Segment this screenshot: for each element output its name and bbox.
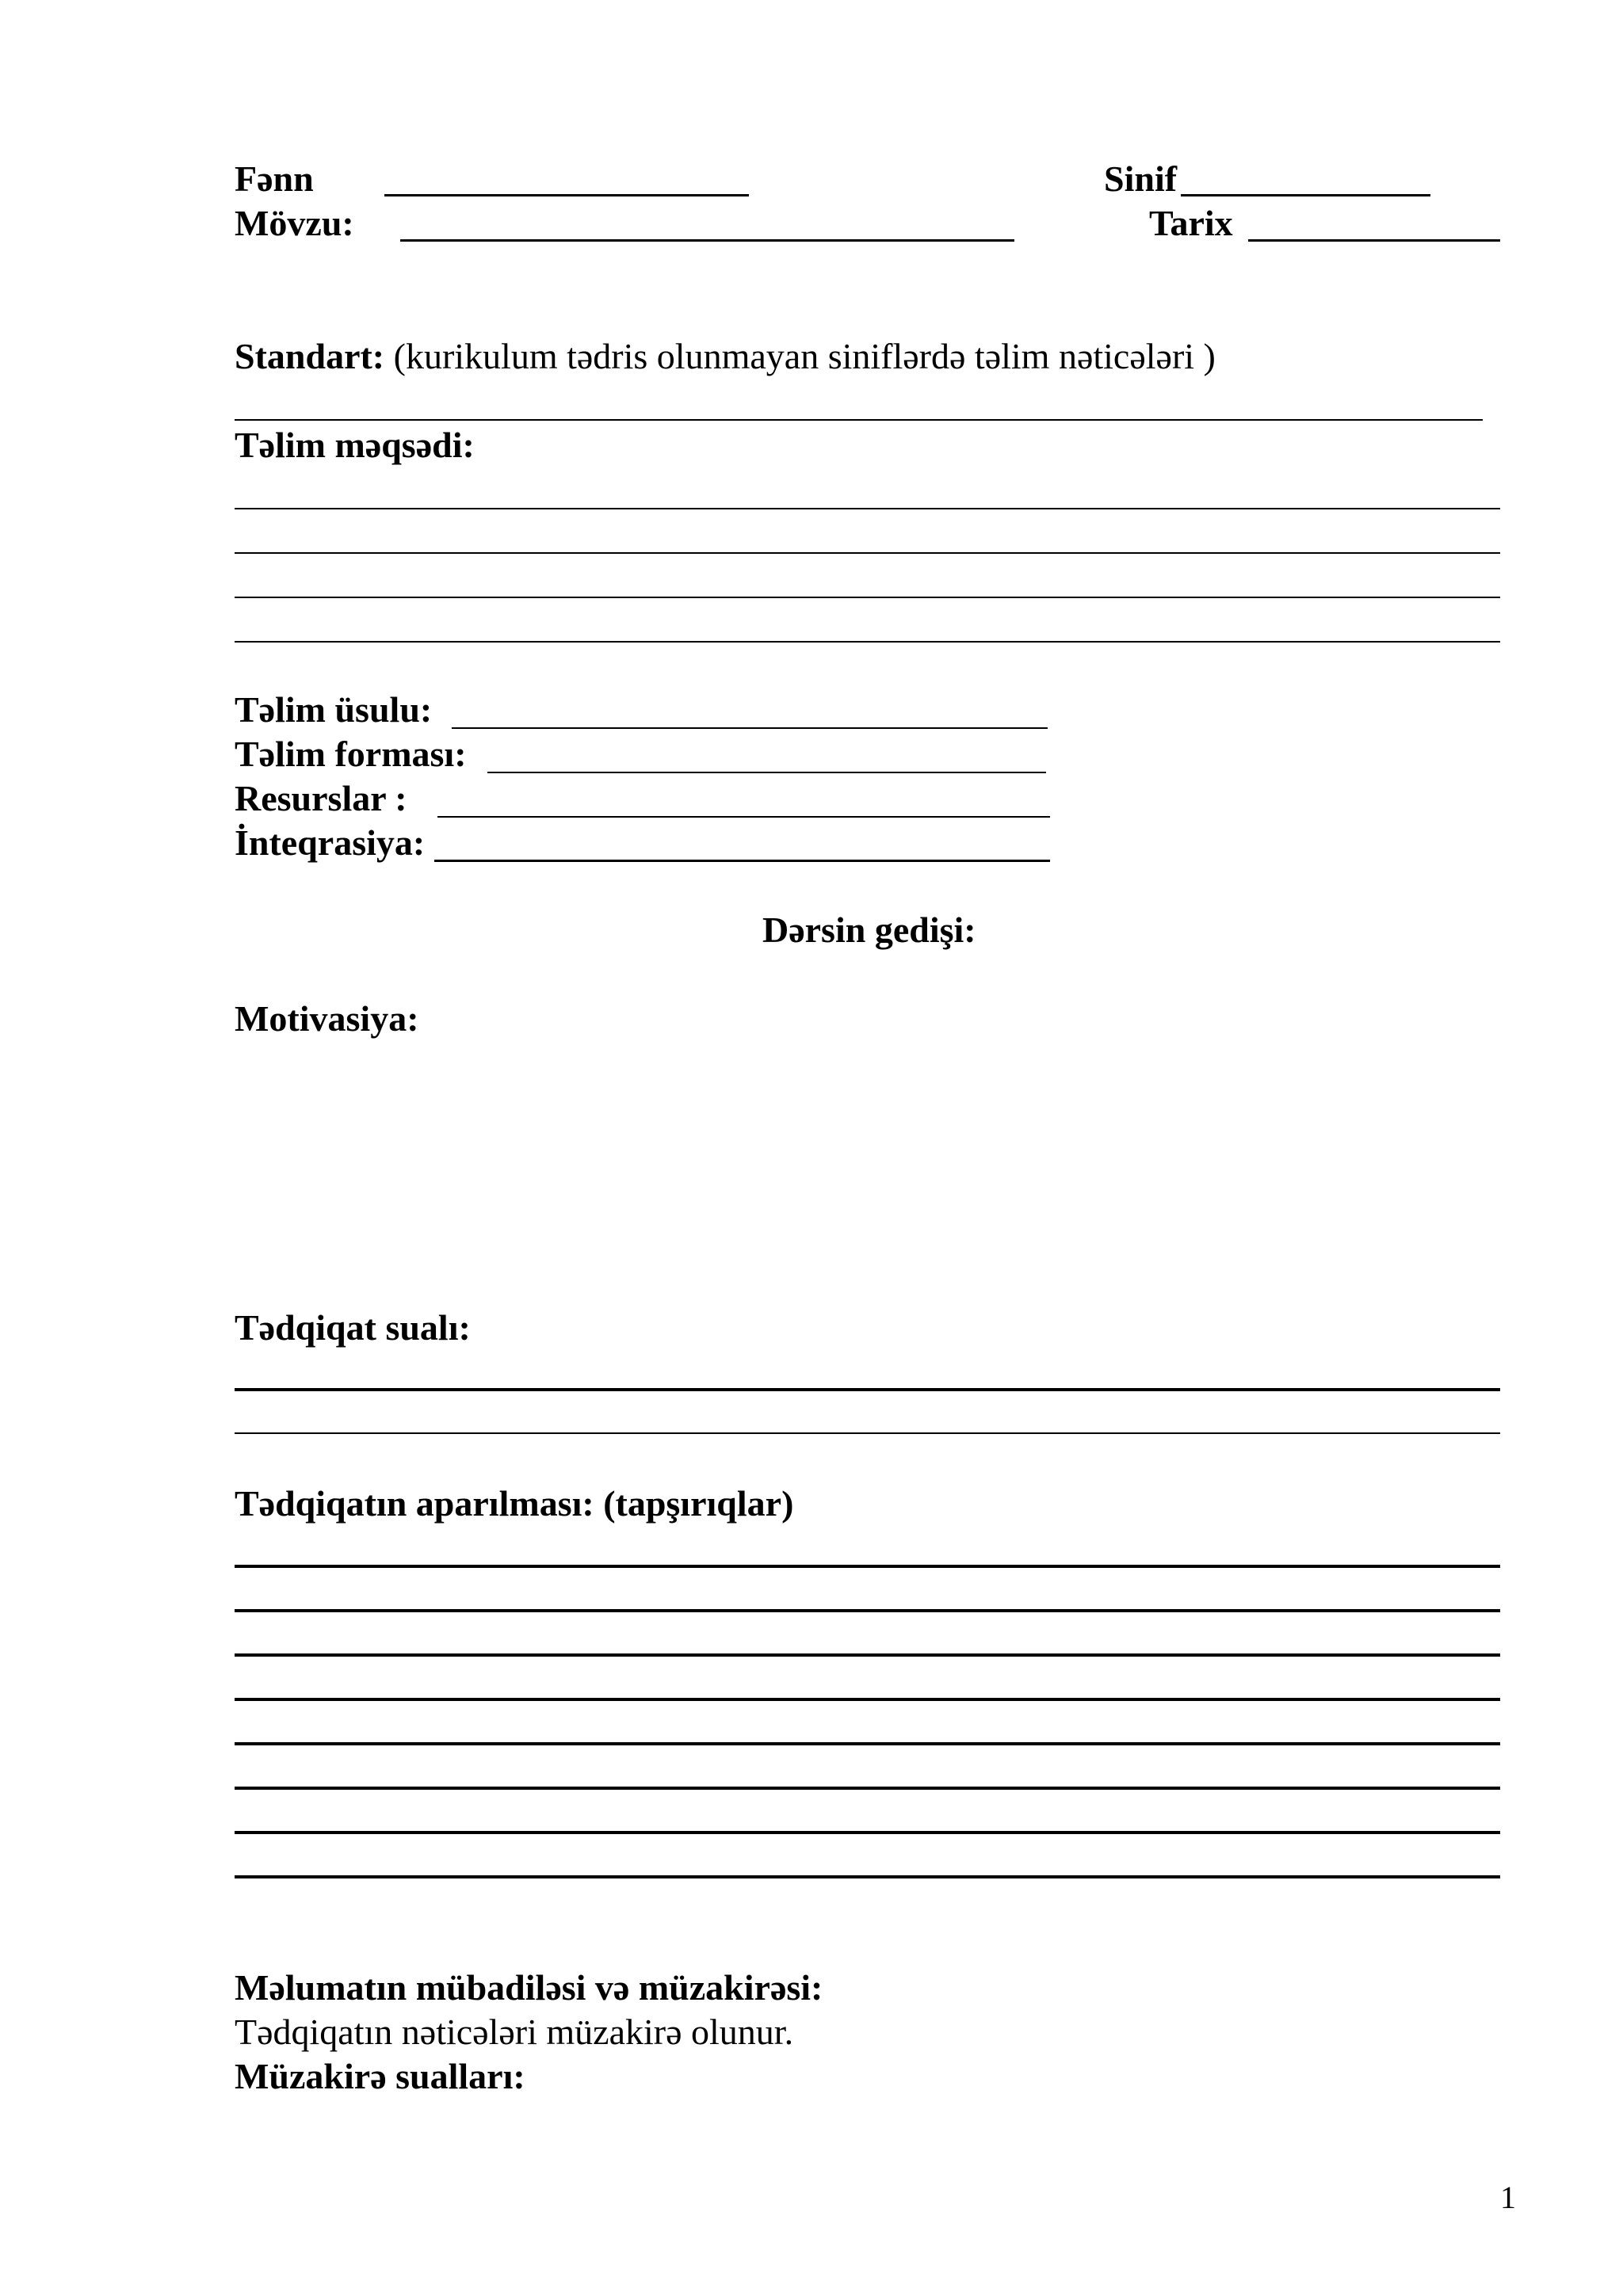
- class-label: Sinif: [1104, 158, 1178, 199]
- exchange-label: Məlumatın mübadiləsi və müzakirəsi:: [235, 1967, 823, 2008]
- form-label: Təlim forması:: [235, 734, 467, 774]
- subject-field[interactable]: [384, 194, 749, 196]
- objective-line[interactable]: [235, 508, 1500, 509]
- standard-label: Standart:: [235, 336, 385, 376]
- date-field[interactable]: [1248, 239, 1500, 242]
- objective-line[interactable]: [235, 552, 1500, 554]
- integration-field[interactable]: [434, 860, 1050, 862]
- research-conduct-label: Tədqiqatın aparılması: (tapşırıqlar): [235, 1483, 794, 1524]
- page-number: 1: [1500, 2180, 1516, 2215]
- form-field[interactable]: [487, 772, 1046, 773]
- task-line[interactable]: [235, 1653, 1500, 1657]
- task-line[interactable]: [235, 1565, 1500, 1568]
- research-question-label: Tədqiqat sualı:: [235, 1307, 471, 1348]
- lesson-heading: Dərsin gedişi:: [762, 910, 976, 950]
- method-label: Təlim üsulu:: [235, 689, 433, 730]
- motivation-label: Motivasiya:: [235, 998, 419, 1039]
- research-question-line[interactable]: [235, 1432, 1500, 1434]
- date-label: Tarix: [1149, 203, 1233, 243]
- task-line[interactable]: [235, 1609, 1500, 1612]
- integration-label: İnteqrasiya:: [235, 822, 426, 863]
- research-question-line[interactable]: [235, 1388, 1500, 1391]
- task-line[interactable]: [235, 1698, 1500, 1701]
- task-line[interactable]: [235, 1875, 1500, 1878]
- standard-note: (kurikulum tədris olunmayan siniflərdə təlim nəticələri ): [393, 336, 1216, 376]
- standard-field[interactable]: [235, 419, 1483, 421]
- task-line[interactable]: [235, 1742, 1500, 1745]
- objective-label: Təlim məqsədi:: [235, 425, 475, 465]
- topic-label: Mövzu:: [235, 203, 354, 243]
- class-field[interactable]: [1181, 194, 1430, 196]
- task-line[interactable]: [235, 1787, 1500, 1790]
- topic-field[interactable]: [400, 239, 1014, 242]
- method-field[interactable]: [452, 727, 1048, 729]
- task-line[interactable]: [235, 1831, 1500, 1834]
- resources-label: Resurslar :: [235, 778, 407, 818]
- standard-line: [235, 336, 1216, 377]
- objective-line[interactable]: [235, 597, 1500, 598]
- exchange-text: Tədqiqatın nəticələri müzakirə olunur.: [235, 2012, 794, 2052]
- resources-field[interactable]: [437, 816, 1050, 818]
- subject-label: Fənn: [235, 158, 314, 199]
- discussion-label: Müzakirə sualları:: [235, 2056, 525, 2096]
- objective-line[interactable]: [235, 641, 1500, 643]
